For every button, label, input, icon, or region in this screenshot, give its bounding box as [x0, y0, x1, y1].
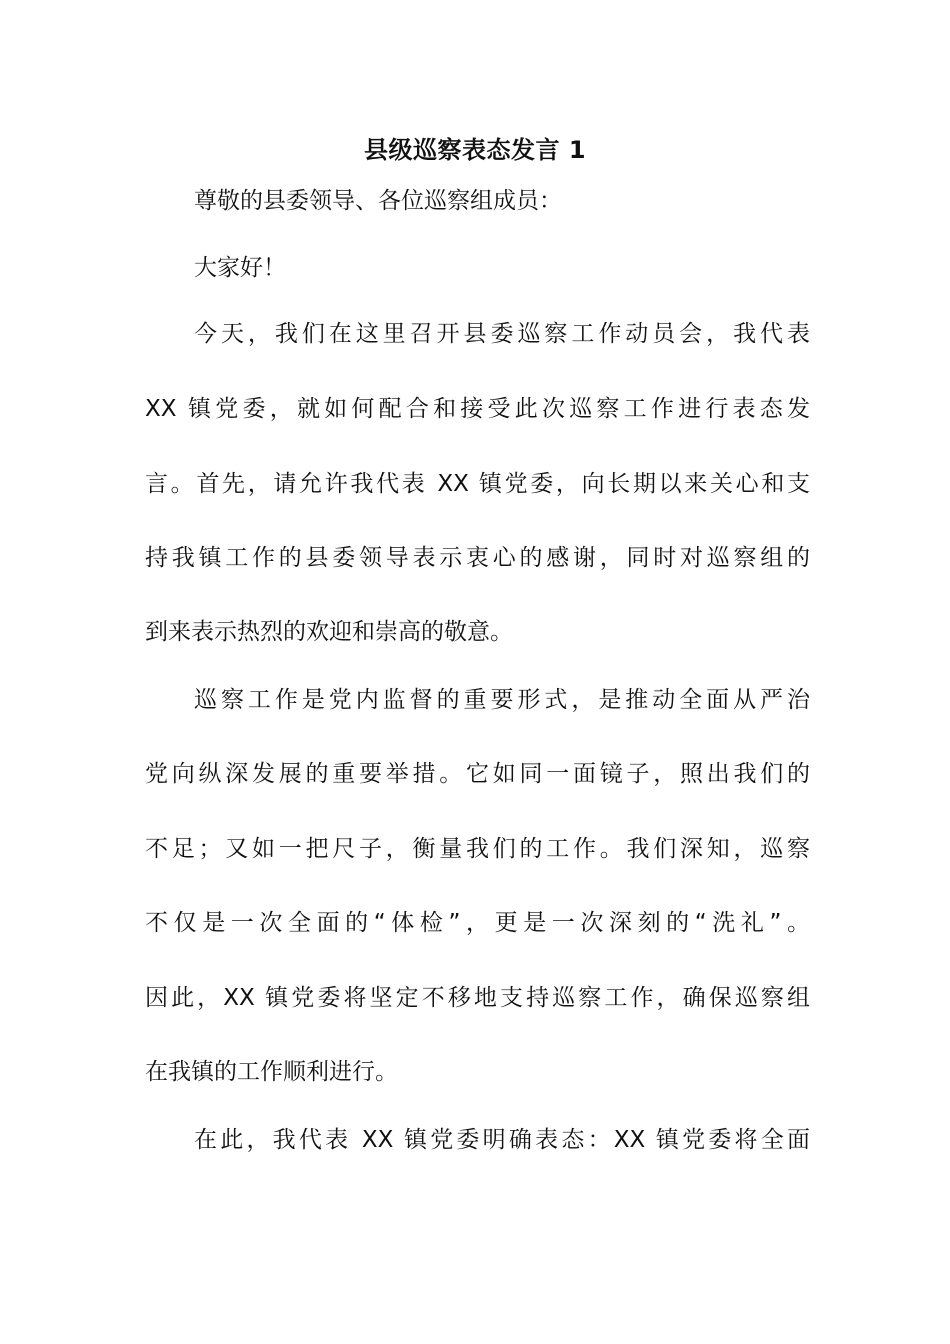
paragraph-2-line-2: 党向纵深发展的重要举措。它如同一面镜子，照出我们的 [145, 761, 810, 787]
paragraph-1-line-3: 言。首先，请允许我代表 XX 镇党委，向长期以来关心和支 [145, 471, 810, 497]
paragraph-2-line-1: 巡察工作是党内监督的重要形式，是推动全面从严治 [194, 687, 810, 713]
paragraph-1-line-4: 持我镇工作的县委领导表示衷心的感谢，同时对巡察组的 [145, 545, 810, 571]
greeting: 大家好！ [194, 255, 286, 281]
paragraph-2-line-6: 在我镇的工作顺利进行。 [145, 1059, 398, 1085]
paragraph-1-line-1: 今天，我们在这里召开县委巡察工作动员会，我代表 [194, 321, 810, 347]
salutation: 尊敬的县委领导、各位巡察组成员： [194, 188, 562, 214]
paragraph-3-line-1: 在此，我代表 XX 镇党委明确表态：XX 镇党委将全面 [194, 1127, 810, 1153]
paragraph-2-line-4: 不仅是一次全面的“体检”，更是一次深刻的“洗礼”。 [145, 910, 810, 936]
document-title: 县级巡察表态发言 1 [363, 136, 587, 164]
paragraph-1-line-5: 到来表示热烈的欢迎和崇高的敬意。 [145, 619, 513, 645]
paragraph-2-line-3: 不足；又如一把尺子，衡量我们的工作。我们深知，巡察 [145, 836, 810, 862]
paragraph-2-line-5: 因此，XX 镇党委将坚定不移地支持巡察工作，确保巡察组 [145, 985, 810, 1011]
paragraph-1-line-2: XX 镇党委，就如何配合和接受此次巡察工作进行表态发 [145, 396, 810, 422]
